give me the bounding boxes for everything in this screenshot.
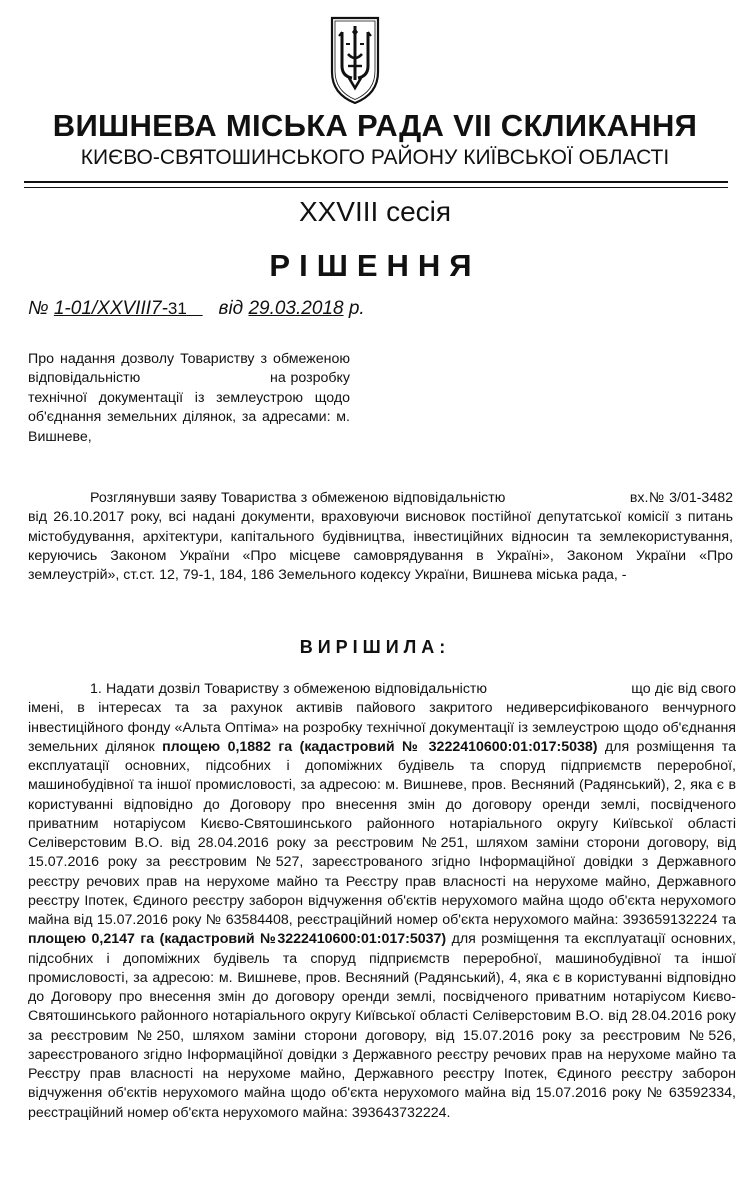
item1-part-1: 1. Надати дозвіл Товариству з обмеженою відповідальністю [90, 681, 488, 697]
preamble-part-2: вх.№ 3/01-3482 від 26.10.2017 року, всі надані документи, враховуючи висновок постійної депутатської комісії з питань містобудування, архітектури, капітального будівництва, інвестиційних відносин та землекористування, керуючись Законом України «Про місцеве самоврядування в Україні», Законом України «Про землеустрій», ст.ст. 12, 79-1, 184, 186 Земельного кодексу України, Вишнева міська рада, - [28, 490, 733, 584]
decision-item-1 [28, 680, 736, 1123]
header-divider [24, 181, 728, 183]
item1-part-2: що діє від свого імені, в інтересах та за рахунок активів пайового закритого недиверсифікованого венчурного інвестиційного фонду «Альта Оптіма» на розробку технічної документації із землеустрою щодо об'єднання земельних ділянок [28, 681, 736, 755]
preamble-part-1: Розглянувши заяву Товариства з обмеженою відповідальністю [90, 490, 506, 506]
item1-plot-1-area: площею 0,1882 га (кадастровий № 3222410600:01:017:5038) [162, 738, 598, 755]
council-title: ВИШНЕВА МІСЬКА РАДА VII СКЛИКАННЯ [52, 108, 698, 143]
session-title: XXVIII сесія [298, 196, 452, 227]
from-word: від [218, 298, 244, 319]
subject-part-1: Про надання дозволу Товариству з обмеженою відповідальністю [28, 351, 350, 387]
subject-part-2: на розробку технічної документації із землеустрою щодо об'єднання земельних ділянок, за адресами: м. Вишневе, [28, 370, 350, 445]
item1-part-4: для розміщення та експлуатації основних, підсобних і допоміжних будівель та споруд підприємств переробної, машинобудівної та іншої промисловості, за адресою: м. Вишневе, пров. Весняний (Радянський), 4, яка є в користуванні відповідно до Договору про внесення змін до договору оренди землі, посвідченого приватним нотаріусом Києво-Святошинського районного нотаріального округу Київської області Селіверстовим В.О. від 28.04.2016 року за реєстровим №250, шляхом заміни сторони договору, від 15.07.2016 року за реєстровим №526, зареєстрованого згідно Інформаційної довідки з Державного реєстру речових прав на нерухоме майно та Реєстру прав власності на нерухоме майно, Державного реєстру Іпотек, Єдиного реєстру заборон відчуження об'єктів нерухомого майна щодо об'єкта нерухомого майна від 15.07.2016 року № 63592334, реєстраційний номер об'єкта нерухомого майна: 393643732224. [28, 931, 736, 1121]
item1-part-3: для розміщення та експлуатації основних, підсобних і допоміжних будівель та споруд підприємств переробної, машинобудівної та іншої промисловості, за адресою: м. Вишневе, пров. Весняний (Радянський), 2, яка є в користуванні відповідно до Договору про внесення змін до договору оренди землі, посвідченого приватним нотаріусом Києво-Святошинського районного нотаріального округу Київської області Селіверстовим В.О. від 28.04.2016 року за реєстровим №251, шляхом заміни сторони договору, від 15.07.2016 року за реєстровим №527, зареєстрованого згідно Інформаційної довідки з Державного реєстру речових прав на нерухоме майно та Реєстру прав власності на нерухоме майно, Державного реєстру Іпотек, Єдиного реєстру заборон відчуження об'єктів нерухомого майна щодо об'єкта нерухомого майна від 15.07.2016 року № 63584408, реєстраційний номер об'єкта нерухомого майна: 393659132224 та [28, 738, 736, 928]
preamble-paragraph [28, 489, 733, 585]
decision-number-printed: 1-01/XXVIII7- [53, 298, 168, 319]
decision-number [54, 298, 203, 319]
coat-of-arms-icon [328, 14, 382, 106]
document-type-title: РІШЕННЯ [269, 248, 481, 283]
item1-plot-2-area: площею 0,2147 га (кадастровий №3222410600:01:017:5037) [28, 931, 447, 948]
number-prefix: № [28, 298, 49, 319]
council-subtitle: КИЄВО-СВЯТОШИНСЬКОГО РАЙОНУ КИЇВСЬКОЇ ОБЛАСТІ [80, 146, 670, 169]
decision-date: 29.03.2018 [248, 298, 344, 319]
header-divider-thin [24, 187, 728, 188]
decision-number-line [28, 298, 365, 320]
decision-subject [28, 350, 350, 447]
year-suffix: р. [348, 298, 365, 319]
resolved-heading: ВИРІШИЛА: [299, 637, 451, 657]
decision-number-handwritten: 31 [167, 299, 187, 318]
